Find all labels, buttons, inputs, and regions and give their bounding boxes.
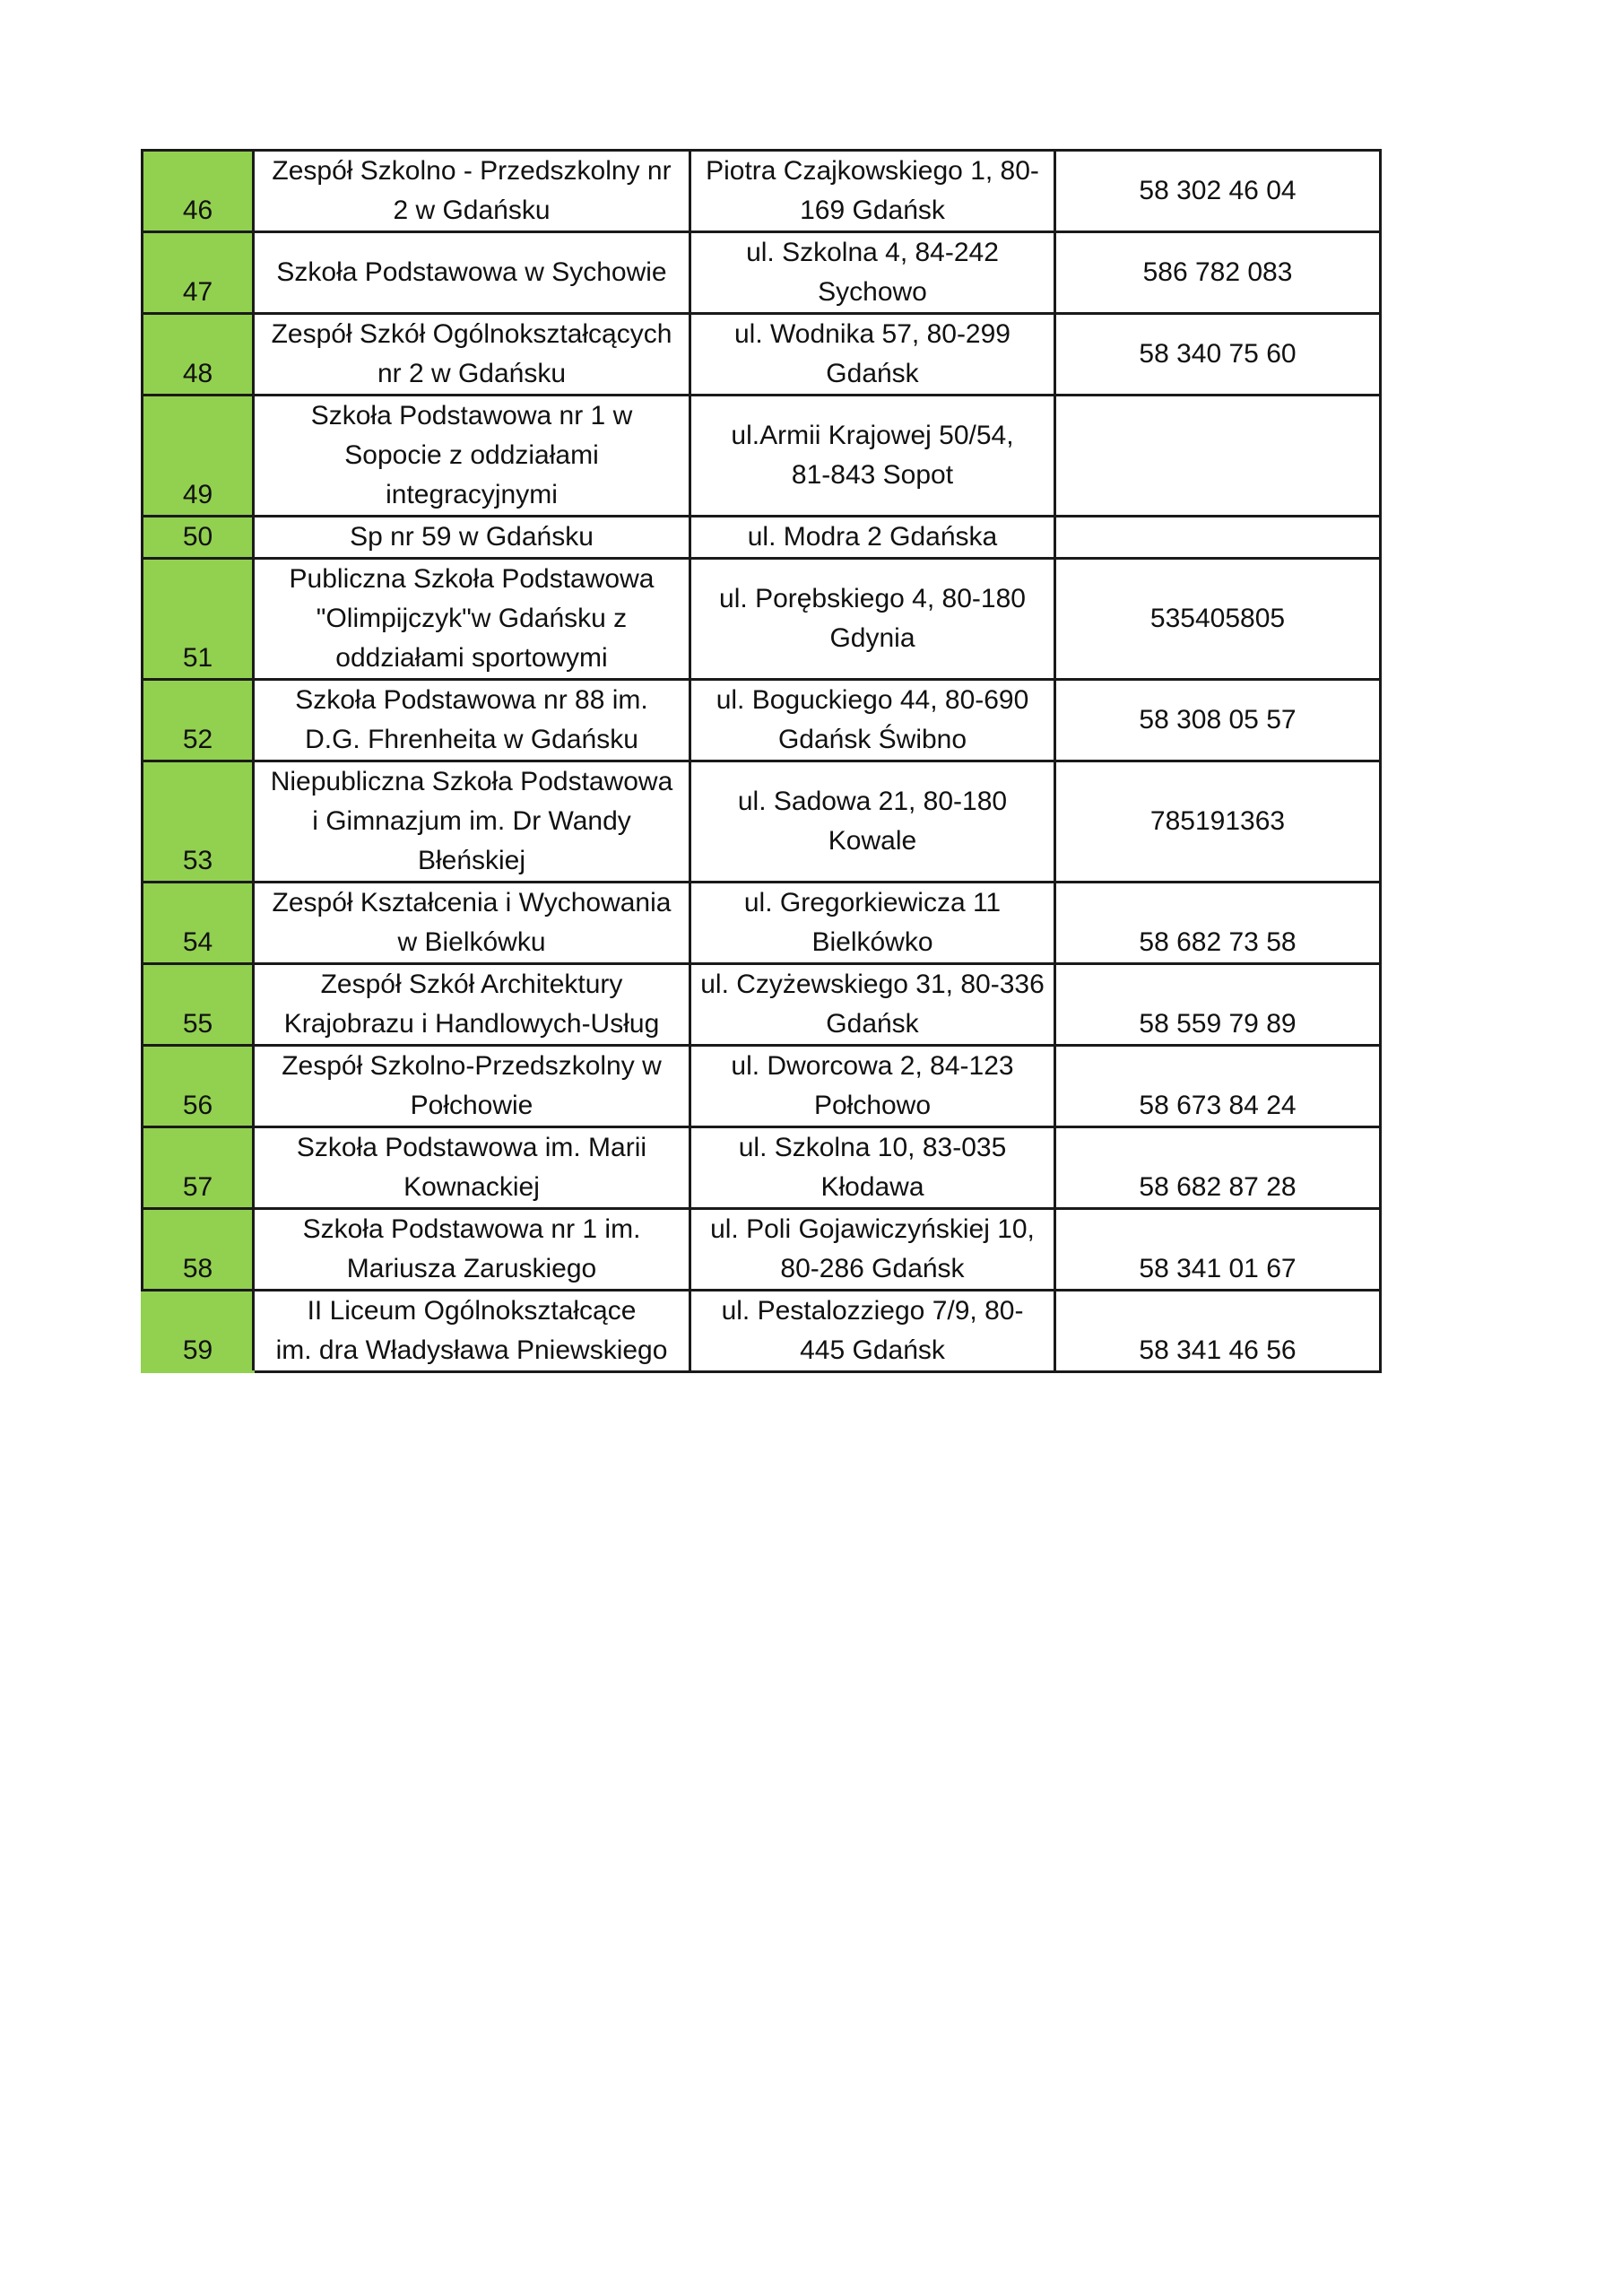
table-row bbox=[143, 883, 1381, 964]
school-name-line: integracyjnymi bbox=[386, 480, 558, 509]
school-phone bbox=[1055, 517, 1381, 559]
school-name-line: Niepubliczna Szkoła Podstawowa bbox=[270, 767, 673, 796]
table-row bbox=[143, 1209, 1381, 1291]
school-name-line: Zespół Kształcenia i Wychowania bbox=[272, 888, 672, 918]
school-address-line: ul. Czyżewskiego 31, 80-336 bbox=[700, 970, 1045, 999]
school-address-line: Kłodawa bbox=[820, 1172, 924, 1202]
school-name-line: II Liceum Ogólnokształcące bbox=[307, 1296, 637, 1326]
school-phone: 58 340 75 60 bbox=[1055, 314, 1381, 396]
school-name-line: Błeńskiej bbox=[417, 846, 526, 875]
school-address bbox=[690, 761, 1055, 883]
school-name bbox=[254, 396, 690, 517]
school-name bbox=[254, 559, 690, 680]
school-name bbox=[254, 1291, 690, 1372]
schools-table bbox=[141, 149, 1382, 1373]
school-address-line: Gdańsk bbox=[826, 359, 919, 388]
row-number: 53 bbox=[143, 761, 254, 883]
row-number: 47 bbox=[143, 232, 254, 314]
school-name-line: Sp nr 59 w Gdańsku bbox=[350, 522, 594, 552]
school-address bbox=[690, 680, 1055, 761]
school-address-line: 81-843 Sopot bbox=[791, 460, 954, 490]
table-row bbox=[143, 680, 1381, 761]
school-address-line: 169 Gdańsk bbox=[800, 196, 945, 225]
school-name-line: Szkoła Podstawowa nr 1 w bbox=[310, 401, 633, 430]
school-name bbox=[254, 1046, 690, 1127]
school-name bbox=[254, 680, 690, 761]
school-name bbox=[254, 883, 690, 964]
table-row bbox=[143, 232, 1381, 314]
school-name bbox=[254, 151, 690, 232]
school-address bbox=[690, 1291, 1055, 1372]
school-name-line: im. dra Władysława Pniewskiego bbox=[275, 1335, 668, 1365]
school-address-line: Gdańsk bbox=[826, 1009, 919, 1039]
school-name-line: Szkoła Podstawowa im. Marii bbox=[296, 1133, 647, 1162]
school-phone bbox=[1055, 396, 1381, 517]
school-address bbox=[690, 1046, 1055, 1127]
school-phone: 586 782 083 bbox=[1055, 232, 1381, 314]
schools-table-body bbox=[143, 151, 1381, 1372]
table-row bbox=[143, 1291, 1381, 1372]
school-name-line: Szkoła Podstawowa nr 88 im. bbox=[295, 685, 648, 715]
school-name-line: Szkoła Podstawowa w Sychowie bbox=[276, 257, 667, 287]
row-number: 55 bbox=[143, 964, 254, 1046]
school-address-line: ul. Pestalozziego 7/9, 80- bbox=[721, 1296, 1024, 1326]
table-row bbox=[143, 1046, 1381, 1127]
table-row bbox=[143, 396, 1381, 517]
row-number: 54 bbox=[143, 883, 254, 964]
school-address bbox=[690, 151, 1055, 232]
school-address-line: Połchowo bbox=[813, 1091, 932, 1120]
school-address-line: ul. Szkolna 10, 83-035 bbox=[738, 1133, 1007, 1162]
school-phone: 535405805 bbox=[1055, 559, 1381, 680]
school-name-line: Szkoła Podstawowa nr 1 im. bbox=[302, 1214, 641, 1244]
school-name-line: Zespół Szkolno - Przedszkolny nr bbox=[272, 156, 672, 186]
school-name-line: "Olimpijczyk"w Gdańsku z bbox=[316, 604, 628, 633]
school-phone: 58 673 84 24 bbox=[1055, 1046, 1381, 1127]
school-name-line: nr 2 w Gdańsku bbox=[377, 359, 567, 388]
school-address-line: Bielkówko bbox=[811, 927, 933, 957]
school-name bbox=[254, 517, 690, 559]
school-address bbox=[690, 559, 1055, 680]
table-row bbox=[143, 559, 1381, 680]
school-name-line: oddziałami sportowymi bbox=[335, 643, 608, 673]
table-row bbox=[143, 151, 1381, 232]
school-address-line: ul.Armii Krajowej 50/54, bbox=[731, 421, 1014, 450]
school-address-line: ul. Wodnika 57, 80-299 bbox=[734, 319, 1010, 349]
row-number: 56 bbox=[143, 1046, 254, 1127]
school-name-line: Zespół Szkół Architektury bbox=[320, 970, 623, 999]
school-address bbox=[690, 517, 1055, 559]
school-address-line: Gdynia bbox=[829, 623, 915, 653]
school-address bbox=[690, 232, 1055, 314]
school-name bbox=[254, 761, 690, 883]
school-address-line: Kowale bbox=[828, 826, 917, 856]
school-name bbox=[254, 964, 690, 1046]
school-address bbox=[690, 883, 1055, 964]
school-address-line: ul. Sadowa 21, 80-180 bbox=[737, 787, 1008, 816]
table-row bbox=[143, 1127, 1381, 1209]
table-row bbox=[143, 761, 1381, 883]
school-phone: 58 682 87 28 bbox=[1055, 1127, 1381, 1209]
school-name-line: Zespół Szkolno-Przedszkolny w bbox=[282, 1051, 662, 1081]
school-name bbox=[254, 1209, 690, 1291]
row-number: 48 bbox=[143, 314, 254, 396]
row-number: 46 bbox=[143, 151, 254, 232]
school-phone: 58 341 46 56 bbox=[1055, 1291, 1381, 1372]
school-address-line: 80-286 Gdańsk bbox=[780, 1254, 965, 1283]
row-number: 49 bbox=[143, 396, 254, 517]
school-name bbox=[254, 1127, 690, 1209]
school-address-line: ul. Boguckiego 44, 80-690 bbox=[716, 685, 1029, 715]
school-address-line: ul. Szkolna 4, 84-242 bbox=[746, 238, 999, 267]
school-address bbox=[690, 964, 1055, 1046]
school-name bbox=[254, 232, 690, 314]
school-address bbox=[690, 1127, 1055, 1209]
school-name bbox=[254, 314, 690, 396]
school-address-line: ul. Porębskiego 4, 80-180 bbox=[719, 584, 1026, 613]
row-number: 59 bbox=[143, 1291, 254, 1372]
table-row bbox=[143, 964, 1381, 1046]
row-number: 52 bbox=[143, 680, 254, 761]
school-name-line: Krajobrazu i Handlowych-Usług bbox=[283, 1009, 660, 1039]
school-address-line: 445 Gdańsk bbox=[800, 1335, 945, 1365]
school-name-line: Połchowie bbox=[410, 1091, 533, 1120]
school-address-line: Sychowo bbox=[818, 277, 927, 307]
school-phone: 58 341 01 67 bbox=[1055, 1209, 1381, 1291]
school-name-line: w Bielkówku bbox=[397, 927, 546, 957]
school-address-line: Piotra Czajkowskiego 1, 80- bbox=[706, 156, 1039, 186]
school-address-line: ul. Gregorkiewicza 11 bbox=[743, 888, 1002, 918]
school-name-line: Zespół Szkół Ogólnokształcących bbox=[271, 319, 672, 349]
school-phone: 58 308 05 57 bbox=[1055, 680, 1381, 761]
row-number: 51 bbox=[143, 559, 254, 680]
school-name-line: Kownackiej bbox=[403, 1172, 540, 1202]
school-address-line: ul. Poli Gojawiczyńskiej 10, bbox=[710, 1214, 1035, 1244]
row-number: 50 bbox=[143, 517, 254, 559]
school-name-line: Mariusza Zaruskiego bbox=[346, 1254, 597, 1283]
row-number: 57 bbox=[143, 1127, 254, 1209]
school-name-line: D.G. Fhrenheita w Gdańsku bbox=[305, 725, 638, 754]
school-address-line: ul. Modra 2 Gdańska bbox=[747, 522, 998, 552]
school-address bbox=[690, 314, 1055, 396]
table-row bbox=[143, 517, 1381, 559]
table-row bbox=[143, 314, 1381, 396]
row-number: 58 bbox=[143, 1209, 254, 1291]
school-phone: 785191363 bbox=[1055, 761, 1381, 883]
school-address-line: Gdańsk Świbno bbox=[777, 725, 967, 754]
school-phone: 58 302 46 04 bbox=[1055, 151, 1381, 232]
school-phone: 58 682 73 58 bbox=[1055, 883, 1381, 964]
school-name-line: i Gimnazjum im. Dr Wandy bbox=[312, 806, 631, 836]
school-address bbox=[690, 396, 1055, 517]
school-name-line: Sopocie z oddziałami bbox=[344, 440, 599, 470]
school-address bbox=[690, 1209, 1055, 1291]
school-name-line: 2 w Gdańsku bbox=[393, 196, 551, 225]
school-address-line: ul. Dworcowa 2, 84-123 bbox=[731, 1051, 1014, 1081]
school-phone: 58 559 79 89 bbox=[1055, 964, 1381, 1046]
school-name-line: Publiczna Szkoła Podstawowa bbox=[289, 564, 655, 594]
